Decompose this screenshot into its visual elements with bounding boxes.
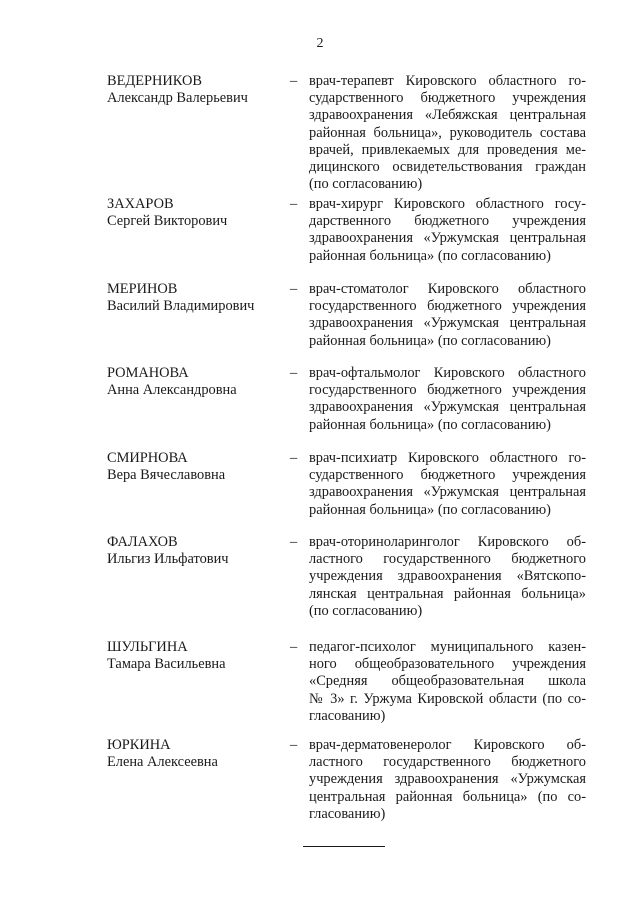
member-name: [107, 73, 282, 107]
dash-separator: –: [290, 450, 298, 466]
position-line: ластного государственного бюджетного: [309, 551, 586, 568]
page-number: 2: [316, 36, 324, 51]
member-name: [107, 365, 282, 399]
member-surname: ШУЛЬГИНА: [107, 639, 188, 655]
position-line: ластного государственного бюджетного: [309, 754, 586, 771]
position-line: (по согласованию): [309, 176, 423, 193]
position-line: сударственного бюджетного учреждения: [309, 90, 586, 107]
member-name: [107, 737, 282, 771]
member-position: [309, 534, 586, 620]
position-line: районная больница», руководитель состава: [309, 124, 586, 141]
position-line: педагог-психолог муниципального казен-: [309, 639, 586, 655]
position-line: «Средняя общеобразовательная школа: [309, 673, 586, 690]
dash-separator: –: [290, 534, 298, 550]
member-given-names: Ильгиз Ильфатович: [107, 551, 229, 567]
position-line: врач-хирург Кировского областного госу-: [309, 196, 586, 212]
member-position: [309, 365, 586, 434]
position-line: гласованию): [309, 805, 386, 822]
position-line: районная больница» (по согласованию): [309, 501, 551, 518]
member-name: [107, 534, 282, 568]
member-position: [309, 737, 586, 823]
position-line: районная больница» (по согласованию): [309, 416, 551, 433]
dash-separator: –: [290, 737, 298, 753]
member-position: [309, 196, 586, 265]
position-line: гласованию): [309, 707, 386, 724]
position-line: врачей, привлекаемых для проведения ме-: [309, 141, 586, 158]
position-line: учреждения здравоохранения «Вятскопо-: [309, 568, 586, 585]
position-line: государственного бюджетного учреждения: [309, 382, 586, 399]
member-given-names: Александр Валерьевич: [107, 90, 248, 106]
member-surname: ЮРКИНА: [107, 737, 171, 753]
position-line: (по согласованию): [309, 602, 423, 619]
position-line: дицинского освидетельствования граждан: [309, 159, 586, 176]
dash-separator: –: [290, 73, 298, 89]
member-position: [309, 281, 586, 350]
position-line: государственного бюджетного учреждения: [309, 298, 586, 315]
member-position: [309, 639, 586, 725]
position-line: здравоохранения «Уржумская центральная: [309, 399, 586, 416]
member-given-names: Анна Александровна: [107, 382, 237, 398]
member-surname: ВЕДЕРНИКОВ: [107, 73, 203, 89]
dash-separator: –: [290, 365, 298, 381]
position-line: врач-оториноларинголог Кировского об-: [309, 534, 586, 550]
position-line: дарственного бюджетного учреждения: [309, 213, 586, 230]
position-line: лянская центральная районная больница»: [309, 585, 586, 602]
position-line: районная больница» (по согласованию): [309, 332, 551, 349]
member-surname: СМИРНОВА: [107, 450, 188, 466]
position-line: сударственного бюджетного учреждения: [309, 467, 586, 484]
position-line: врач-офтальмолог Кировского областного: [309, 365, 586, 381]
member-name: [107, 196, 282, 230]
position-line: здравоохранения «Уржумская центральная: [309, 230, 586, 247]
position-line: врач-стоматолог Кировского областного: [309, 281, 586, 297]
position-line: учреждения здравоохранения «Уржумская: [309, 771, 586, 788]
position-line: здравоохранения «Уржумская центральная: [309, 484, 586, 501]
member-given-names: Сергей Викторович: [107, 213, 228, 229]
member-given-names: Василий Владимирович: [107, 298, 255, 314]
position-line: ного общеобразовательного учреждения: [309, 656, 586, 673]
member-name: [107, 281, 282, 315]
position-line: здравоохранения «Уржумская центральная: [309, 315, 586, 332]
member-name: [107, 639, 282, 673]
dash-separator: –: [290, 639, 298, 655]
position-line: врач-дерматовенеролог Кировского об-: [309, 737, 586, 753]
member-position: [309, 73, 586, 193]
member-given-names: Вера Вячеславовна: [107, 467, 226, 483]
member-name: [107, 450, 282, 484]
position-line: здравоохранения «Лебяжская центральная: [309, 107, 586, 124]
member-surname: МЕРИНОВ: [107, 281, 178, 297]
member-surname: ЗАХАРОВ: [107, 196, 174, 212]
member-surname: РОМАНОВА: [107, 365, 189, 381]
position-line: врач-терапевт Кировского областного го-: [309, 73, 586, 89]
position-line: центральная районная больница» (по со-: [309, 788, 586, 805]
position-line: врач-психиатр Кировского областного го-: [309, 450, 586, 466]
member-position: [309, 450, 586, 519]
dash-separator: –: [290, 281, 298, 297]
member-surname: ФАЛАХОВ: [107, 534, 178, 550]
position-line: № 3» г. Уржума Кировской области (по со-: [309, 690, 586, 707]
end-of-list-rule: [303, 846, 385, 847]
member-given-names: Елена Алексеевна: [107, 754, 218, 770]
dash-separator: –: [290, 196, 298, 212]
member-given-names: Тамара Васильевна: [107, 656, 226, 672]
position-line: районная больница» (по согласованию): [309, 247, 551, 264]
